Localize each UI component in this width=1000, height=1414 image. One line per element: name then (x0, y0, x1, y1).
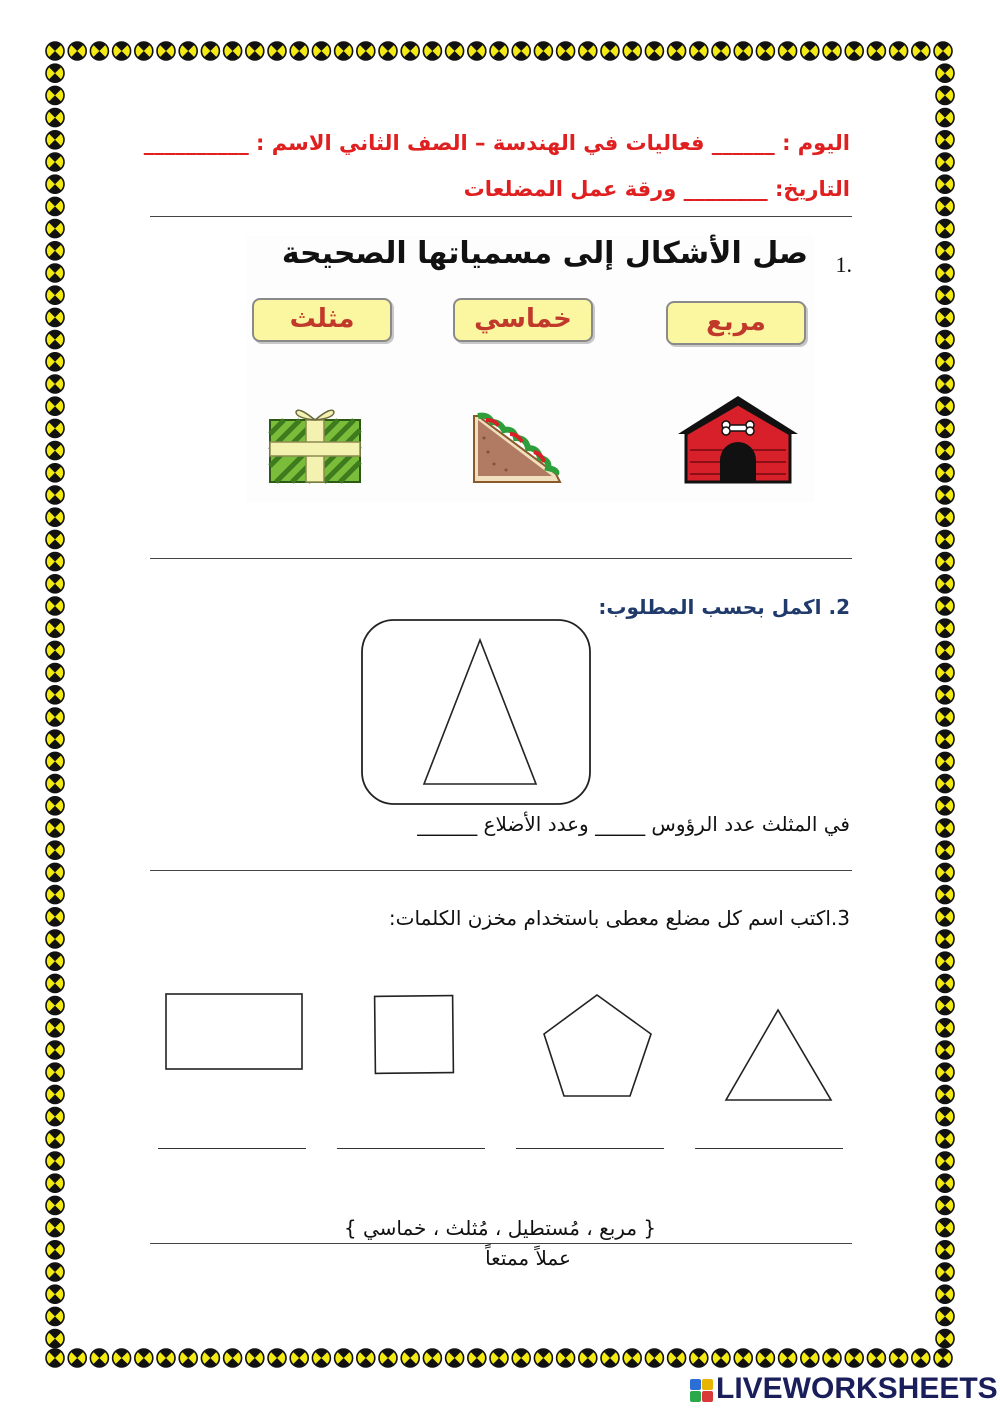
border-dot (936, 908, 954, 926)
border-dot (468, 1349, 486, 1367)
border-dot (46, 641, 64, 659)
border-dot (46, 308, 64, 326)
border-dot (936, 264, 954, 282)
border-dot (823, 1349, 841, 1367)
border-dot (246, 42, 264, 60)
border-dot (936, 131, 954, 149)
border-dot (936, 1285, 954, 1303)
border-dot (936, 575, 954, 593)
border-dot (936, 641, 954, 659)
border-dot (46, 1330, 64, 1348)
border-dot (936, 1152, 954, 1170)
border-dot (936, 175, 954, 193)
liveworksheets-logo-icon (690, 1379, 714, 1403)
border-dot (46, 1196, 64, 1214)
border-dot (936, 930, 954, 948)
border-dot (46, 886, 64, 904)
border-dot (46, 42, 64, 60)
border-dot (135, 1349, 153, 1367)
border-dot (712, 1349, 730, 1367)
border-dot (936, 464, 954, 482)
border-dot (936, 775, 954, 793)
border-dot (46, 1174, 64, 1192)
border-dot (312, 42, 330, 60)
border-dot (690, 1349, 708, 1367)
border-dot (936, 1174, 954, 1192)
border-dot (46, 264, 64, 282)
border-dot (756, 42, 774, 60)
border-dot (46, 1152, 64, 1170)
border-dot (936, 1130, 954, 1148)
border-dot (936, 64, 954, 82)
border-dot (936, 752, 954, 770)
border-dot (423, 42, 441, 60)
dog-house-picture[interactable] (672, 394, 804, 486)
border-dot (68, 42, 86, 60)
border-dot (46, 553, 64, 571)
triangle-shape (726, 1010, 831, 1100)
border-dot (936, 863, 954, 881)
border-dot (690, 42, 708, 60)
border-dot (46, 841, 64, 859)
border-dot (46, 863, 64, 881)
border-dot (890, 1349, 908, 1367)
border-dot (779, 1349, 797, 1367)
border-dot (46, 1019, 64, 1037)
border-dot (734, 42, 752, 60)
border-dot (936, 109, 954, 127)
label-pentagon[interactable]: خماسي (453, 298, 593, 342)
border-dot (46, 952, 64, 970)
border-dot (936, 819, 954, 837)
border-dot (936, 1307, 954, 1325)
border-dot (936, 841, 954, 859)
border-dot (46, 664, 64, 682)
border-dot (46, 86, 64, 104)
border-dot (46, 1063, 64, 1081)
border-dot (936, 974, 954, 992)
border-dot (46, 175, 64, 193)
border-dot (557, 42, 575, 60)
header-line-1: اليوم : ______ فعاليات في الهندسة – الصف الثاني الاسم : __________ (143, 131, 850, 155)
border-dot (46, 442, 64, 460)
border-dot (867, 1349, 885, 1367)
header-line-2: التاريخ: ________ ورقة عمل المضلعات (463, 177, 850, 201)
answer-line-rectangle[interactable] (158, 1148, 306, 1149)
border-dot (290, 1349, 308, 1367)
border-dot (936, 86, 954, 104)
border-dot (46, 375, 64, 393)
border-dot (268, 42, 286, 60)
border-dot (801, 1349, 819, 1367)
border-dot (90, 1349, 108, 1367)
border-dot (936, 308, 954, 326)
border-dot (224, 42, 242, 60)
border-dot (179, 42, 197, 60)
border-dot (668, 42, 686, 60)
border-dot (46, 1085, 64, 1103)
border-dot (779, 42, 797, 60)
border-dot (668, 1349, 686, 1367)
border-dot (46, 775, 64, 793)
border-dot (936, 797, 954, 815)
border-dot (936, 730, 954, 748)
border-dot (936, 153, 954, 171)
border-dot (46, 1349, 64, 1367)
border-dot (113, 1349, 131, 1367)
border-dot (46, 242, 64, 260)
border-dot (46, 686, 64, 704)
border-dot (512, 1349, 530, 1367)
border-dot (46, 1041, 64, 1059)
border-dot (290, 42, 308, 60)
border-dot (46, 797, 64, 815)
border-dot (623, 1349, 641, 1367)
border-dot (936, 353, 954, 371)
border-dot (46, 597, 64, 615)
liveworksheets-brand: LIVEWORKSHEETS (716, 1372, 998, 1405)
border-dot (401, 42, 419, 60)
border-dot (68, 1349, 86, 1367)
border-dot (423, 1349, 441, 1367)
border-dot (645, 1349, 663, 1367)
answer-line-triangle[interactable] (695, 1148, 843, 1149)
border-dot (157, 1349, 175, 1367)
border-dot (46, 508, 64, 526)
answer-line-pentagon[interactable] (516, 1148, 664, 1149)
divider (150, 216, 852, 217)
border-dot (936, 242, 954, 260)
q3-shapes (150, 980, 852, 1110)
border-dot (490, 1349, 508, 1367)
border-dot (357, 42, 375, 60)
border-dot (936, 442, 954, 460)
square-shape (375, 996, 454, 1074)
border-dot (936, 1019, 954, 1037)
border-dot (936, 952, 954, 970)
border-dot (912, 42, 930, 60)
border-dot (936, 1196, 954, 1214)
divider (150, 870, 852, 871)
border-dot (46, 752, 64, 770)
border-dot (46, 530, 64, 548)
closing-text: عملاً ممتعاً (485, 1246, 571, 1270)
border-dot (579, 1349, 597, 1367)
border-dot (936, 597, 954, 615)
border-dot (46, 419, 64, 437)
label-square[interactable]: مربع (666, 301, 806, 345)
border-dot (357, 1349, 375, 1367)
border-dot (335, 1349, 353, 1367)
border-dot (46, 974, 64, 992)
border-dot (201, 1349, 219, 1367)
border-dot (179, 1349, 197, 1367)
border-dot (46, 1307, 64, 1325)
border-dot (936, 708, 954, 726)
border-dot (46, 1285, 64, 1303)
pentagon-shape (544, 995, 651, 1096)
border-dot (46, 397, 64, 415)
border-dot (46, 131, 64, 149)
border-dot (312, 1349, 330, 1367)
border-dot (936, 331, 954, 349)
border-dot (46, 908, 64, 926)
divider (150, 558, 852, 559)
border-dot (46, 197, 64, 215)
gift-box-picture[interactable] (266, 404, 364, 484)
q2-triangle-frame (360, 618, 592, 806)
word-bank: { مربع ، مُستطيل ، مُثلث ، خماسي } (343, 1216, 657, 1240)
border-dot (936, 197, 954, 215)
border-dot (46, 930, 64, 948)
border-dot (46, 331, 64, 349)
border-dot (46, 64, 64, 82)
border-dot (46, 486, 64, 504)
border-dot (268, 1349, 286, 1367)
border-dot (46, 708, 64, 726)
rectangle-shape (166, 994, 302, 1069)
border-dot (867, 42, 885, 60)
border-dot (756, 1349, 774, 1367)
divider (150, 1243, 852, 1244)
border-dot (46, 153, 64, 171)
triangle-shape (424, 640, 536, 784)
border-dot (46, 464, 64, 482)
border-dot (936, 553, 954, 571)
border-dot (936, 686, 954, 704)
answer-line-square[interactable] (337, 1148, 485, 1149)
border-dot (734, 1349, 752, 1367)
border-dot (936, 886, 954, 904)
q1-title: صل الأشكال إلى مسمياتها الصحيحة (281, 236, 808, 271)
q2-title: 2. اكمل بحسب المطلوب: (598, 595, 850, 619)
border-dot (534, 1349, 552, 1367)
border-dot (936, 1108, 954, 1126)
border-dot (936, 1085, 954, 1103)
border-dot (46, 730, 64, 748)
border-dot (379, 1349, 397, 1367)
border-dot (912, 1349, 930, 1367)
border-dot (936, 619, 954, 637)
border-dot (601, 42, 619, 60)
border-dot (936, 664, 954, 682)
border-dot (623, 42, 641, 60)
border-dot (512, 42, 530, 60)
border-dot (379, 42, 397, 60)
border-dot (46, 353, 64, 371)
border-dot (46, 286, 64, 304)
label-triangle[interactable]: مثلث (252, 298, 392, 342)
border-dot (936, 286, 954, 304)
border-dot (823, 42, 841, 60)
border-dot (936, 1041, 954, 1059)
q3-title: 3.اكتب اسم كل مضلع معطى باستخدام مخزن الكلمات: (388, 906, 850, 930)
sandwich-picture[interactable] (464, 412, 564, 486)
border-dot (534, 42, 552, 60)
border-dot (936, 1063, 954, 1081)
border-dot (936, 220, 954, 238)
border-dot (801, 42, 819, 60)
border-dot (446, 1349, 464, 1367)
border-dot (645, 42, 663, 60)
border-dot (335, 42, 353, 60)
border-dot (46, 619, 64, 637)
border-dot (934, 42, 952, 60)
q1-number: .1 (835, 252, 852, 277)
border-dot (579, 42, 597, 60)
border-dot (90, 42, 108, 60)
border-dot (890, 42, 908, 60)
border-dot (490, 42, 508, 60)
border-dot (936, 486, 954, 504)
border-dot (936, 397, 954, 415)
border-dot (157, 42, 175, 60)
border-dot (135, 42, 153, 60)
border-dot (46, 819, 64, 837)
q2-sentence: في المثلث عدد الرؤوس _____ وعدد الأضلاع ______ (417, 812, 850, 836)
border-dot (601, 1349, 619, 1367)
border-dot (936, 375, 954, 393)
border-dot (468, 42, 486, 60)
border-dot (845, 42, 863, 60)
border-dot (845, 1349, 863, 1367)
border-dot (246, 1349, 264, 1367)
border-dot (46, 220, 64, 238)
border-dot (113, 42, 131, 60)
border-dot (936, 530, 954, 548)
border-dot (46, 109, 64, 127)
border-dot (401, 1349, 419, 1367)
border-dot (936, 419, 954, 437)
border-dot (46, 1108, 64, 1126)
border-dot (201, 42, 219, 60)
border-dot (936, 1330, 954, 1348)
border-dot (46, 1130, 64, 1148)
border-dot (934, 1349, 952, 1367)
border-dot (46, 997, 64, 1015)
border-dot (936, 997, 954, 1015)
border-dot (46, 575, 64, 593)
border-dot (936, 508, 954, 526)
border-dot (557, 1349, 575, 1367)
border-dot (224, 1349, 242, 1367)
border-dot (712, 42, 730, 60)
border-dot (446, 42, 464, 60)
